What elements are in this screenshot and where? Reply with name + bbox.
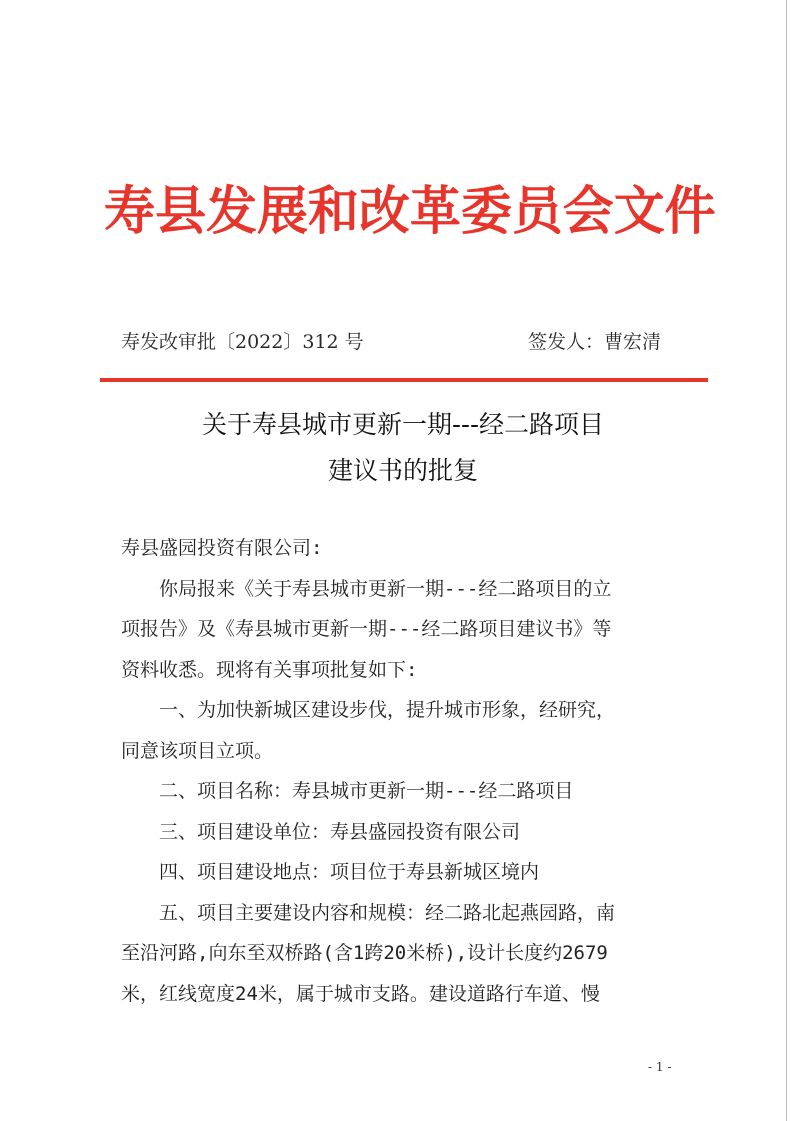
red-separator-line xyxy=(100,378,708,382)
issuing-authority-header: 寿县发展和改革委员会文件 xyxy=(104,182,716,242)
document-number: 寿发改审批〔2022〕312 号 xyxy=(121,331,364,353)
body-line: 项报告》及《寿县城市更新一期---经二路项目建议书》等 xyxy=(121,618,612,640)
body-line: 同意该项目立项。 xyxy=(121,739,274,762)
body-line: 五、项目主要建设内容和规模：经二路北起燕园路，南 xyxy=(159,901,616,924)
body-line: 四、项目建设地点：项目位于寿县新城区境内 xyxy=(159,861,540,883)
page-edge-line xyxy=(786,0,787,1121)
body-line: 资料收悉。现将有关事项批复如下: xyxy=(121,658,418,681)
body-line: 至沿河路,向东至双桥路(含1跨20米桥),设计长度约2679 xyxy=(121,942,608,964)
document-title-line-2: 建议书的批复 xyxy=(327,456,478,485)
addressee: 寿县盛园投资有限公司: xyxy=(121,537,323,559)
body-line: 米，红线宽度24米，属于城市支路。建设道路行车道、慢 xyxy=(121,982,600,1005)
document-body xyxy=(121,528,671,1014)
page-number: - 1 - xyxy=(648,1060,672,1074)
document-title-line-1: 关于寿县城市更新一期---经二路项目 xyxy=(201,410,605,439)
signer: 签发人：曹宏清 xyxy=(528,331,662,353)
body-line: 你局报来《关于寿县城市更新一期---经二路项目的立 xyxy=(159,577,612,600)
document-title xyxy=(100,402,706,494)
body-line: 二、项目名称：寿县城市更新一期---经二路项目 xyxy=(159,780,574,802)
body-line: 一、为加快新城区建设步伐，提升城市形象，经研究， xyxy=(159,699,616,721)
body-line: 三、项目建设单位：寿县盛园投资有限公司 xyxy=(159,820,521,843)
